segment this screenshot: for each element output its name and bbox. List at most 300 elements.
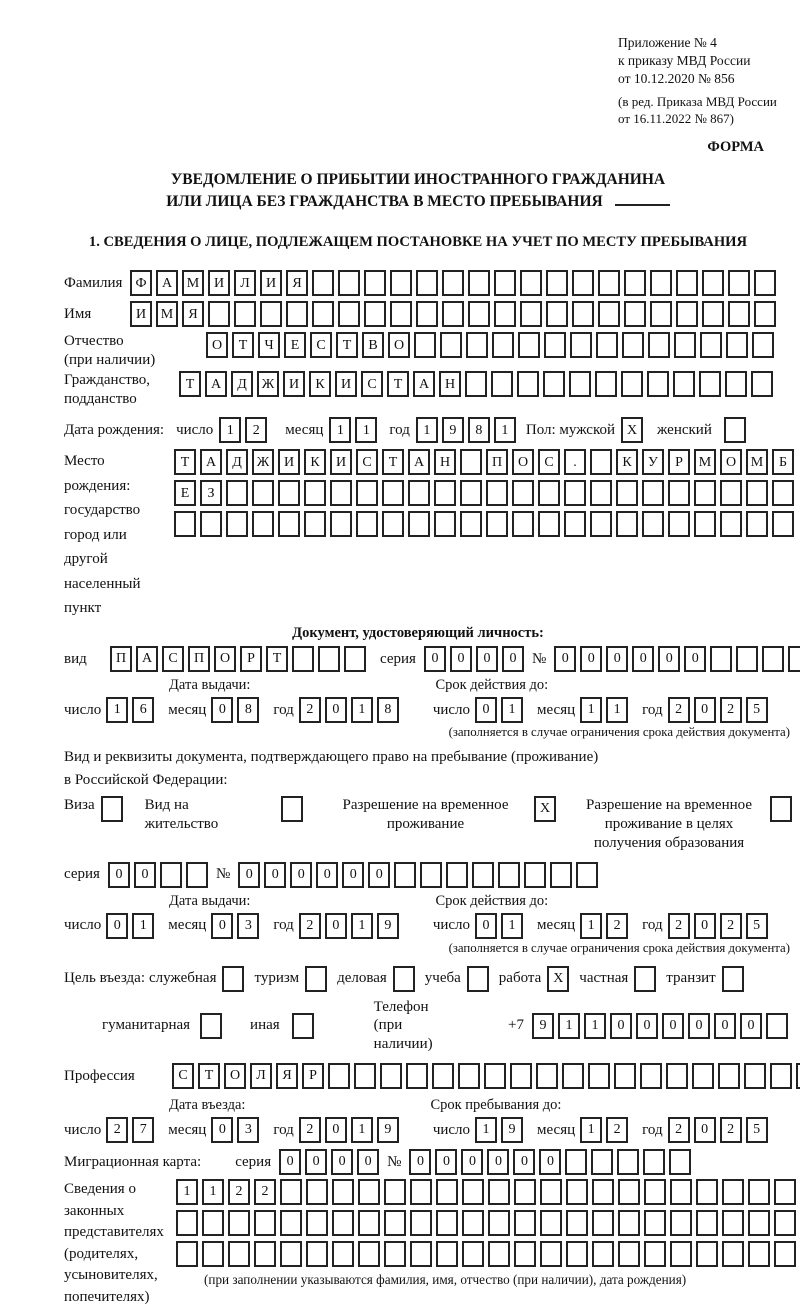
char-box[interactable] [278,480,300,506]
char-box[interactable]: 0 [476,646,498,672]
char-box[interactable] [774,1210,796,1236]
char-box[interactable] [356,480,378,506]
purpose-private-checkbox[interactable] [634,966,656,992]
char-box[interactable]: Р [668,449,690,475]
char-box[interactable]: 1 [475,1117,497,1143]
char-box[interactable]: 0 [487,1149,509,1175]
char-box[interactable]: 0 [632,646,654,672]
char-box[interactable] [494,270,516,296]
char-box[interactable] [595,371,617,397]
char-box[interactable]: А [156,270,178,296]
char-box[interactable] [694,480,716,506]
char-box[interactable]: 1 [494,417,516,443]
char-box[interactable] [436,1241,458,1267]
char-box[interactable]: 2 [106,1117,128,1143]
char-box[interactable]: 0 [450,646,472,672]
char-box[interactable]: 2 [299,1117,321,1143]
char-box[interactable] [382,480,404,506]
char-box[interactable] [512,511,534,537]
char-box[interactable] [484,1063,506,1089]
char-box[interactable]: И [335,371,357,397]
char-box[interactable] [748,1210,770,1236]
char-box[interactable] [770,1063,792,1089]
char-box[interactable]: 2 [720,1117,742,1143]
char-box[interactable] [280,1241,302,1267]
char-box[interactable] [446,862,468,888]
char-box[interactable]: 0 [606,646,628,672]
char-box[interactable] [228,1210,250,1236]
char-box[interactable]: К [304,449,326,475]
char-box[interactable]: 3 [237,913,259,939]
char-box[interactable] [394,862,416,888]
char-box[interactable] [722,1210,744,1236]
char-box[interactable]: И [130,301,152,327]
char-box[interactable] [312,270,334,296]
char-box[interactable]: 8 [468,417,490,443]
char-box[interactable] [725,371,747,397]
char-box[interactable] [618,1179,640,1205]
purpose-transit-checkbox[interactable] [722,966,744,992]
char-box[interactable]: Ж [257,371,279,397]
char-box[interactable]: У [642,449,664,475]
char-box[interactable] [618,1241,640,1267]
char-box[interactable]: 1 [355,417,377,443]
char-box[interactable] [208,301,230,327]
char-box[interactable]: 9 [377,913,399,939]
char-box[interactable]: С [356,449,378,475]
char-box[interactable] [621,371,643,397]
char-box[interactable]: 0 [502,646,524,672]
char-box[interactable]: 2 [299,697,321,723]
char-box[interactable]: О [224,1063,246,1089]
char-box[interactable] [440,332,462,358]
char-box[interactable] [572,301,594,327]
char-box[interactable]: 0 [694,913,716,939]
char-box[interactable] [432,1063,454,1089]
char-box[interactable] [460,480,482,506]
char-box[interactable]: 0 [106,913,128,939]
residence-permit-checkbox[interactable] [281,796,303,822]
char-box[interactable]: А [136,646,158,672]
char-box[interactable] [410,1179,432,1205]
char-box[interactable] [330,480,352,506]
char-box[interactable]: 1 [606,697,628,723]
char-box[interactable]: 1 [329,417,351,443]
char-box[interactable] [328,1063,350,1089]
char-box[interactable] [720,480,742,506]
char-box[interactable] [624,270,646,296]
char-box[interactable]: Т [336,332,358,358]
char-box[interactable] [514,1241,536,1267]
char-box[interactable]: Ф [130,270,152,296]
char-box[interactable] [644,1210,666,1236]
char-box[interactable] [384,1241,406,1267]
char-box[interactable]: 3 [237,1117,259,1143]
char-box[interactable]: 1 [416,417,438,443]
char-box[interactable] [696,1210,718,1236]
char-box[interactable] [332,1179,354,1205]
char-box[interactable]: 1 [501,913,523,939]
char-box[interactable]: Б [772,449,794,475]
char-box[interactable]: О [720,449,742,475]
char-box[interactable]: И [208,270,230,296]
char-box[interactable] [332,1210,354,1236]
char-box[interactable] [364,301,386,327]
char-box[interactable] [514,1210,536,1236]
char-box[interactable]: Я [182,301,204,327]
char-box[interactable] [292,646,314,672]
char-box[interactable] [591,1149,613,1175]
char-box[interactable]: 0 [740,1013,762,1039]
char-box[interactable]: 0 [658,646,680,672]
char-box[interactable]: 0 [554,646,576,672]
char-box[interactable] [592,1210,614,1236]
char-box[interactable] [642,511,664,537]
char-box[interactable] [736,646,758,672]
char-box[interactable] [566,1179,588,1205]
char-box[interactable]: 0 [305,1149,327,1175]
char-box[interactable]: 0 [211,1117,233,1143]
char-box[interactable] [390,270,412,296]
char-box[interactable] [462,1241,484,1267]
char-box[interactable] [676,270,698,296]
char-box[interactable] [344,646,366,672]
char-box[interactable] [570,332,592,358]
char-box[interactable] [254,1210,276,1236]
char-box[interactable] [384,1179,406,1205]
char-box[interactable] [514,1179,536,1205]
char-box[interactable]: 1 [501,697,523,723]
char-box[interactable] [726,332,748,358]
char-box[interactable] [436,1210,458,1236]
char-box[interactable]: 8 [237,697,259,723]
char-box[interactable] [462,1179,484,1205]
char-box[interactable] [254,1241,276,1267]
char-box[interactable] [304,511,326,537]
char-box[interactable] [562,1063,584,1089]
char-box[interactable]: 1 [584,1013,606,1039]
char-box[interactable] [673,371,695,397]
char-box[interactable] [280,1179,302,1205]
char-box[interactable]: Р [240,646,262,672]
char-box[interactable]: 5 [746,1117,768,1143]
char-box[interactable] [414,332,436,358]
char-box[interactable] [540,1210,562,1236]
char-box[interactable] [670,1241,692,1267]
char-box[interactable] [436,1179,458,1205]
char-box[interactable] [543,371,565,397]
char-box[interactable] [286,301,308,327]
char-box[interactable]: Д [231,371,253,397]
char-box[interactable] [510,1063,532,1089]
char-box[interactable] [540,1241,562,1267]
char-box[interactable] [566,1241,588,1267]
char-box[interactable] [517,371,539,397]
char-box[interactable] [460,511,482,537]
char-box[interactable] [384,1210,406,1236]
char-box[interactable]: 1 [219,417,241,443]
char-box[interactable]: 2 [228,1179,250,1205]
char-box[interactable] [774,1179,796,1205]
char-box[interactable]: 2 [720,913,742,939]
char-box[interactable] [592,1179,614,1205]
char-box[interactable] [720,511,742,537]
char-box[interactable] [590,480,612,506]
char-box[interactable] [762,646,784,672]
char-box[interactable] [410,1241,432,1267]
char-box[interactable]: 1 [580,1117,602,1143]
char-box[interactable] [536,1063,558,1089]
purpose-work-checkbox[interactable]: X [547,966,569,992]
char-box[interactable] [744,1063,766,1089]
char-box[interactable] [669,1149,691,1175]
char-box[interactable]: 2 [606,1117,628,1143]
char-box[interactable]: 1 [351,697,373,723]
char-box[interactable] [540,1179,562,1205]
char-box[interactable] [565,1149,587,1175]
char-box[interactable] [202,1210,224,1236]
char-box[interactable] [699,371,721,397]
char-box[interactable]: Т [198,1063,220,1089]
char-box[interactable]: А [413,371,435,397]
char-box[interactable]: М [694,449,716,475]
char-box[interactable] [650,270,672,296]
char-box[interactable]: С [538,449,560,475]
char-box[interactable] [228,1241,250,1267]
char-box[interactable]: 9 [532,1013,554,1039]
char-box[interactable] [468,270,490,296]
char-box[interactable]: 5 [746,697,768,723]
char-box[interactable] [650,301,672,327]
char-box[interactable] [434,480,456,506]
char-box[interactable]: П [188,646,210,672]
char-box[interactable]: А [408,449,430,475]
char-box[interactable] [644,1241,666,1267]
char-box[interactable]: 0 [211,697,233,723]
char-box[interactable] [442,301,464,327]
char-box[interactable]: К [616,449,638,475]
char-box[interactable]: Я [286,270,308,296]
char-box[interactable]: 0 [475,697,497,723]
char-box[interactable]: 0 [475,913,497,939]
char-box[interactable]: 0 [316,862,338,888]
female-checkbox[interactable] [724,417,746,443]
char-box[interactable] [572,270,594,296]
char-box[interactable] [416,270,438,296]
char-box[interactable] [616,511,638,537]
char-box[interactable]: 2 [254,1179,276,1205]
char-box[interactable] [234,301,256,327]
purpose-tourism-checkbox[interactable] [305,966,327,992]
char-box[interactable]: 0 [461,1149,483,1175]
char-box[interactable]: Т [232,332,254,358]
char-box[interactable]: М [746,449,768,475]
char-box[interactable] [754,270,776,296]
char-box[interactable] [186,862,208,888]
char-box[interactable]: 0 [264,862,286,888]
char-box[interactable]: П [486,449,508,475]
char-box[interactable] [492,332,514,358]
char-box[interactable]: К [309,371,331,397]
char-box[interactable] [648,332,670,358]
char-box[interactable]: 2 [720,697,742,723]
char-box[interactable] [592,1241,614,1267]
char-box[interactable] [647,371,669,397]
char-box[interactable] [498,862,520,888]
char-box[interactable] [512,480,534,506]
char-box[interactable]: 1 [106,697,128,723]
char-box[interactable] [718,1063,740,1089]
char-box[interactable]: 1 [351,1117,373,1143]
char-box[interactable] [598,270,620,296]
char-box[interactable]: 0 [636,1013,658,1039]
char-box[interactable]: 0 [714,1013,736,1039]
char-box[interactable] [598,301,620,327]
char-box[interactable]: 9 [377,1117,399,1143]
char-box[interactable] [252,480,274,506]
char-box[interactable] [788,646,800,672]
male-checkbox[interactable]: X [621,417,643,443]
char-box[interactable]: 0 [357,1149,379,1175]
char-box[interactable] [772,511,794,537]
char-box[interactable]: О [512,449,534,475]
char-box[interactable] [710,646,732,672]
char-box[interactable] [176,1210,198,1236]
char-box[interactable]: 2 [606,913,628,939]
char-box[interactable]: 9 [501,1117,523,1143]
char-box[interactable] [354,1063,376,1089]
char-box[interactable] [640,1063,662,1089]
char-box[interactable]: П [110,646,132,672]
char-box[interactable] [722,1179,744,1205]
char-box[interactable]: 2 [245,417,267,443]
char-box[interactable]: 0 [409,1149,431,1175]
purpose-business-checkbox[interactable] [393,966,415,992]
purpose-official-checkbox[interactable] [222,966,244,992]
char-box[interactable] [624,301,646,327]
char-box[interactable] [358,1210,380,1236]
char-box[interactable] [524,862,546,888]
char-box[interactable] [796,1063,800,1089]
char-box[interactable] [465,371,487,397]
char-box[interactable] [772,480,794,506]
char-box[interactable] [588,1063,610,1089]
char-box[interactable] [751,371,773,397]
char-box[interactable]: Р [302,1063,324,1089]
char-box[interactable] [752,332,774,358]
char-box[interactable]: 0 [435,1149,457,1175]
char-box[interactable] [200,511,222,537]
char-box[interactable] [546,301,568,327]
char-box[interactable]: О [206,332,228,358]
char-box[interactable] [494,301,516,327]
char-box[interactable] [434,511,456,537]
char-box[interactable] [722,1241,744,1267]
purpose-other-checkbox[interactable] [292,1013,314,1039]
char-box[interactable]: 0 [331,1149,353,1175]
char-box[interactable]: 1 [580,697,602,723]
char-box[interactable]: 0 [539,1149,561,1175]
char-box[interactable]: О [214,646,236,672]
char-box[interactable] [380,1063,402,1089]
char-box[interactable] [616,480,638,506]
char-box[interactable] [728,301,750,327]
char-box[interactable] [670,1179,692,1205]
char-box[interactable] [766,1013,788,1039]
char-box[interactable] [460,449,482,475]
char-box[interactable] [420,862,442,888]
char-box[interactable] [390,301,412,327]
char-box[interactable]: О [388,332,410,358]
char-box[interactable] [486,480,508,506]
char-box[interactable]: М [156,301,178,327]
char-box[interactable] [668,511,690,537]
char-box[interactable]: А [205,371,227,397]
char-box[interactable] [754,301,776,327]
visa-checkbox[interactable] [101,796,123,822]
char-box[interactable]: 0 [290,862,312,888]
char-box[interactable] [306,1210,328,1236]
char-box[interactable]: А [200,449,222,475]
char-box[interactable] [576,862,598,888]
char-box[interactable]: 5 [746,913,768,939]
char-box[interactable]: 0 [694,1117,716,1143]
char-box[interactable] [748,1179,770,1205]
char-box[interactable] [260,301,282,327]
char-box[interactable]: 0 [325,1117,347,1143]
char-box[interactable] [518,332,540,358]
char-box[interactable] [174,511,196,537]
char-box[interactable]: . [564,449,586,475]
char-box[interactable] [702,301,724,327]
char-box[interactable] [702,270,724,296]
char-box[interactable] [617,1149,639,1175]
char-box[interactable]: 0 [108,862,130,888]
char-box[interactable] [318,646,340,672]
purpose-humanitarian-checkbox[interactable] [200,1013,222,1039]
char-box[interactable] [590,449,612,475]
char-box[interactable] [642,480,664,506]
char-box[interactable]: 0 [134,862,156,888]
char-box[interactable] [538,511,560,537]
char-box[interactable] [544,332,566,358]
char-box[interactable]: 1 [132,913,154,939]
char-box[interactable] [466,332,488,358]
char-box[interactable] [472,862,494,888]
char-box[interactable] [590,511,612,537]
char-box[interactable] [364,270,386,296]
char-box[interactable]: 6 [132,697,154,723]
char-box[interactable] [408,480,430,506]
char-box[interactable] [666,1063,688,1089]
char-box[interactable]: 0 [211,913,233,939]
char-box[interactable] [278,511,300,537]
char-box[interactable]: С [310,332,332,358]
char-box[interactable] [176,1241,198,1267]
char-box[interactable] [226,480,248,506]
char-box[interactable] [550,862,572,888]
char-box[interactable] [468,301,490,327]
char-box[interactable]: 1 [580,913,602,939]
char-box[interactable] [696,1241,718,1267]
char-box[interactable]: Т [174,449,196,475]
char-box[interactable]: 2 [668,913,690,939]
char-box[interactable] [330,511,352,537]
char-box[interactable] [692,1063,714,1089]
char-box[interactable] [694,511,716,537]
char-box[interactable] [312,301,334,327]
char-box[interactable]: 7 [132,1117,154,1143]
